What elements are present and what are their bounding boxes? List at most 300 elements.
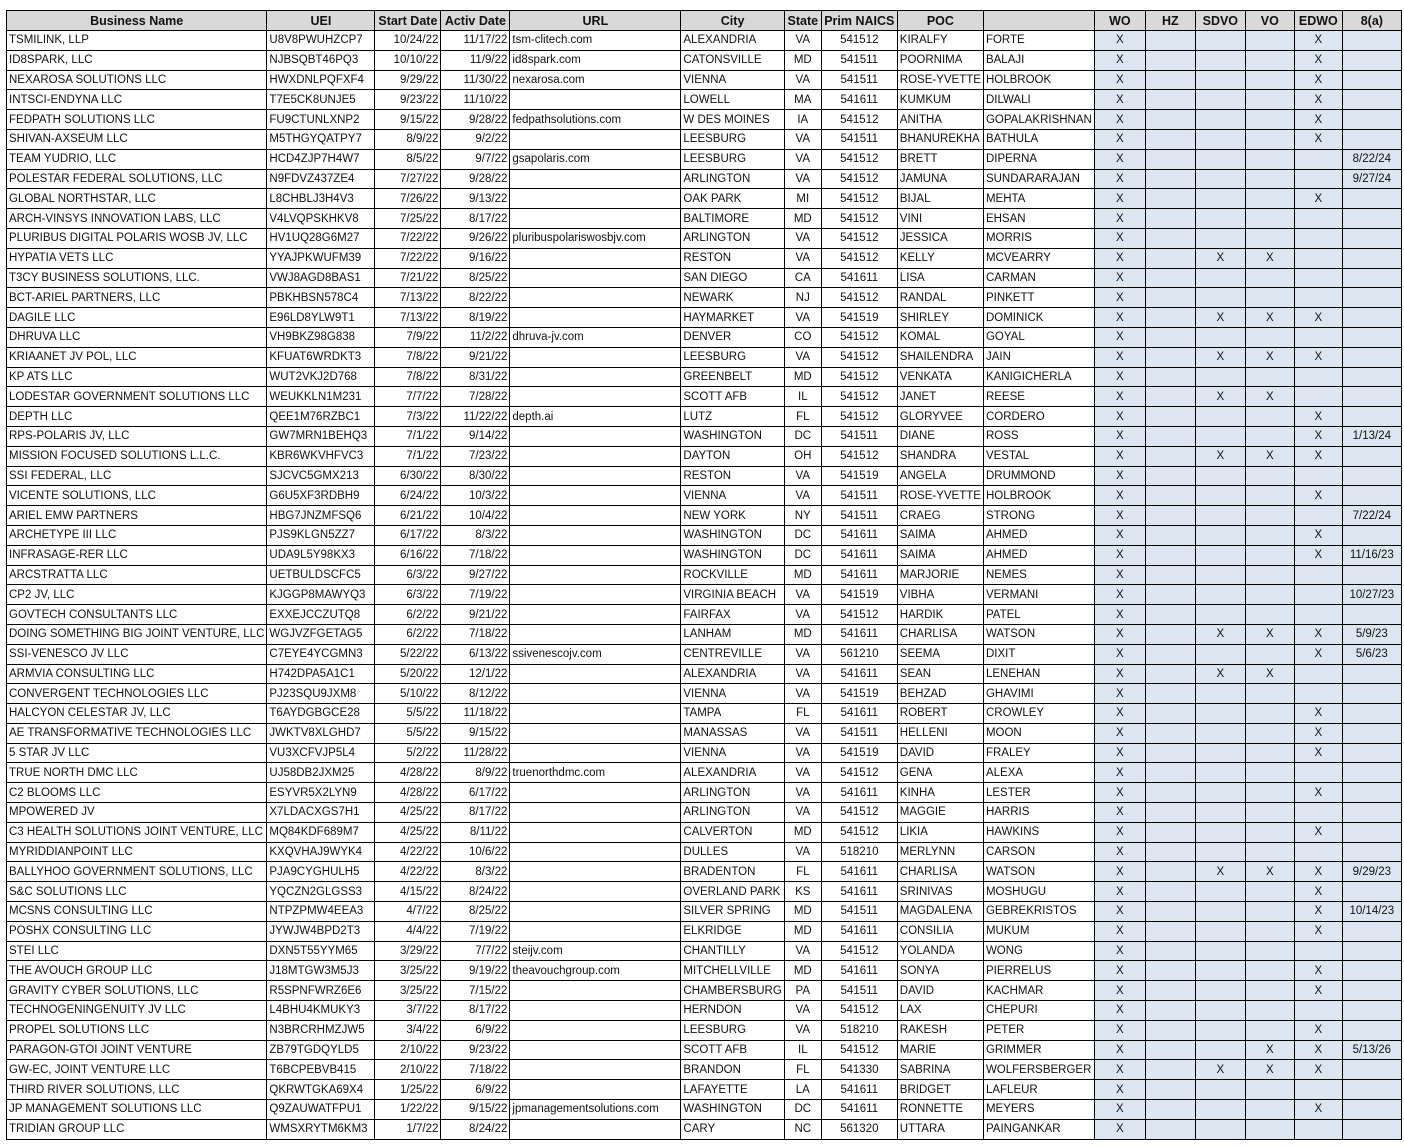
activ-date-cell: 8/9/22 [441, 763, 510, 783]
uei-cell: HV1UQ28G6M27 [267, 228, 375, 248]
table-row [7, 1001, 1402, 1021]
8a-cell [1342, 763, 1401, 783]
table-row [7, 248, 1402, 268]
hz-cell [1145, 407, 1195, 427]
business-name-cell: AE TRANSFORMATIVE TECHNOLOGIES LLC [7, 723, 267, 743]
poc-last-cell: HOLBROOK [983, 70, 1094, 90]
city-cell: VIENNA [681, 486, 784, 506]
sdvo-cell [1195, 783, 1245, 803]
city-cell: LOWELL [681, 90, 784, 110]
table-row [7, 743, 1402, 763]
edwo-cell [1294, 506, 1342, 526]
table-row [7, 605, 1402, 625]
sdvo-cell: X [1195, 248, 1245, 268]
wo-cell: X [1094, 1080, 1145, 1100]
uei-cell: WUT2VKJ2D768 [267, 367, 375, 387]
poc-last-cell: PINKETT [983, 288, 1094, 308]
start-date-cell: 2/10/22 [375, 1040, 441, 1060]
sdvo-cell [1195, 1119, 1245, 1139]
sdvo-cell [1195, 70, 1245, 90]
url-cell: tsm-clitech.com [510, 31, 681, 51]
start-date-cell: 4/7/22 [375, 902, 441, 922]
poc-first-cell: ANGELA [897, 466, 983, 486]
activ-date-cell: 9/27/22 [441, 565, 510, 585]
state-cell: FL [784, 1060, 821, 1080]
vo-cell: X [1245, 446, 1294, 466]
wo-cell: X [1094, 842, 1145, 862]
start-date-cell: 6/3/22 [375, 585, 441, 605]
table-row [7, 268, 1402, 288]
table-row [7, 723, 1402, 743]
poc-first-cell: SAIMA [897, 525, 983, 545]
state-cell: VA [784, 228, 821, 248]
header-col-sdvo: SDVO [1195, 11, 1245, 31]
start-date-cell: 5/2/22 [375, 743, 441, 763]
sdvo-cell: X [1195, 664, 1245, 684]
city-cell: LEESBURG [681, 1020, 784, 1040]
state-cell: KS [784, 882, 821, 902]
state-cell: CA [784, 268, 821, 288]
poc-last-cell: PIERRELUS [983, 961, 1094, 981]
table-row [7, 149, 1402, 169]
url-cell [510, 585, 681, 605]
url-cell [510, 268, 681, 288]
vo-cell [1245, 149, 1294, 169]
poc-last-cell: EHSAN [983, 209, 1094, 229]
hz-cell [1145, 585, 1195, 605]
city-cell: LEESBURG [681, 149, 784, 169]
start-date-cell: 9/29/22 [375, 70, 441, 90]
header-col-state: State [784, 11, 821, 31]
uei-cell: N9FDVZ437ZE4 [267, 169, 375, 189]
uei-cell: EXXEJCCZUTQ8 [267, 605, 375, 625]
poc-last-cell: PAINGANKAR [983, 1119, 1094, 1139]
hz-cell [1145, 466, 1195, 486]
edwo-cell: X [1294, 1060, 1342, 1080]
uei-cell: N3BRCRHMZJW5 [267, 1020, 375, 1040]
edwo-cell: X [1294, 31, 1342, 51]
hz-cell [1145, 169, 1195, 189]
table-row [7, 466, 1402, 486]
poc-last-cell: DILWALI [983, 90, 1094, 110]
header-col-url: URL [510, 11, 681, 31]
url-cell [510, 248, 681, 268]
poc-first-cell: ANITHA [897, 110, 983, 130]
table-row [7, 704, 1402, 724]
city-cell: WASHINGTON [681, 525, 784, 545]
table-body [7, 31, 1402, 1140]
state-cell: MD [784, 822, 821, 842]
sdvo-cell [1195, 1040, 1245, 1060]
naics-cell: 541512 [821, 209, 897, 229]
edwo-cell [1294, 367, 1342, 387]
wo-cell: X [1094, 664, 1145, 684]
poc-last-cell: CORDERO [983, 407, 1094, 427]
activ-date-cell: 11/30/22 [441, 70, 510, 90]
wo-cell: X [1094, 525, 1145, 545]
business-name-cell: PLURIBUS DIGITAL POLARIS WOSB JV, LLC [7, 228, 267, 248]
hz-cell [1145, 189, 1195, 209]
city-cell: BRANDON [681, 1060, 784, 1080]
uei-cell: QEE1M76RZBC1 [267, 407, 375, 427]
table-row [7, 50, 1402, 70]
edwo-cell: X [1294, 110, 1342, 130]
poc-first-cell: BEHZAD [897, 684, 983, 704]
edwo-cell: X [1294, 308, 1342, 328]
vo-cell [1245, 842, 1294, 862]
table-row [7, 624, 1402, 644]
business-name-cell: POLESTAR FEDERAL SOLUTIONS, LLC [7, 169, 267, 189]
sdvo-cell [1195, 822, 1245, 842]
edwo-cell [1294, 327, 1342, 347]
uei-cell: X7LDACXGS7H1 [267, 803, 375, 823]
vo-cell [1245, 545, 1294, 565]
naics-cell: 541611 [821, 90, 897, 110]
poc-first-cell: ROBERT [897, 704, 983, 724]
uei-cell: KXQVHAJ9WYK4 [267, 842, 375, 862]
naics-cell: 541512 [821, 327, 897, 347]
state-cell: DC [784, 426, 821, 446]
uei-cell: PJS9KLGN5ZZ7 [267, 525, 375, 545]
naics-cell: 541512 [821, 803, 897, 823]
wo-cell: X [1094, 169, 1145, 189]
poc-first-cell: CHARLISA [897, 862, 983, 882]
poc-last-cell: WATSON [983, 624, 1094, 644]
uei-cell: PJA9CYGHULH5 [267, 862, 375, 882]
business-name-cell: DHRUVA LLC [7, 327, 267, 347]
naics-cell: 541512 [821, 387, 897, 407]
edwo-cell: X [1294, 189, 1342, 209]
hz-cell [1145, 1040, 1195, 1060]
state-cell: MD [784, 624, 821, 644]
sdvo-cell [1195, 506, 1245, 526]
wo-cell: X [1094, 565, 1145, 585]
naics-cell: 541512 [821, 763, 897, 783]
city-cell: SILVER SPRING [681, 902, 784, 922]
edwo-cell [1294, 842, 1342, 862]
wo-cell: X [1094, 783, 1145, 803]
url-cell [510, 1040, 681, 1060]
city-cell: LUTZ [681, 407, 784, 427]
naics-cell: 518210 [821, 842, 897, 862]
edwo-cell [1294, 228, 1342, 248]
activ-date-cell: 10/4/22 [441, 506, 510, 526]
activ-date-cell: 9/28/22 [441, 110, 510, 130]
naics-cell: 541611 [821, 565, 897, 585]
start-date-cell: 6/2/22 [375, 624, 441, 644]
activ-date-cell: 8/25/22 [441, 902, 510, 922]
poc-last-cell: MCVEARRY [983, 248, 1094, 268]
activ-date-cell: 8/30/22 [441, 466, 510, 486]
poc-last-cell: SUNDARARAJAN [983, 169, 1094, 189]
sdvo-cell: X [1195, 347, 1245, 367]
uei-cell: C7EYE4YCGMN3 [267, 644, 375, 664]
start-date-cell: 8/9/22 [375, 129, 441, 149]
uei-cell: HWXDNLPQFXF4 [267, 70, 375, 90]
activ-date-cell: 11/18/22 [441, 704, 510, 724]
hz-cell [1145, 387, 1195, 407]
wo-cell: X [1094, 50, 1145, 70]
8a-cell [1342, 387, 1401, 407]
activ-date-cell: 8/3/22 [441, 862, 510, 882]
naics-cell: 541512 [821, 1040, 897, 1060]
header-col-start-date: Start Date [375, 11, 441, 31]
url-cell [510, 288, 681, 308]
poc-first-cell: SEEMA [897, 644, 983, 664]
header-col-vo: VO [1245, 11, 1294, 31]
wo-cell: X [1094, 1020, 1145, 1040]
8a-cell [1342, 664, 1401, 684]
naics-cell: 541611 [821, 961, 897, 981]
business-name-cell: POSHX CONSULTING LLC [7, 921, 267, 941]
edwo-cell: X [1294, 882, 1342, 902]
city-cell: VIENNA [681, 743, 784, 763]
activ-date-cell: 11/22/22 [441, 407, 510, 427]
8a-cell [1342, 209, 1401, 229]
city-cell: ALEXANDRIA [681, 763, 784, 783]
sdvo-cell [1195, 129, 1245, 149]
header-col-activ-date: Activ Date [441, 11, 510, 31]
poc-last-cell: CHEPURI [983, 1001, 1094, 1021]
hz-cell [1145, 605, 1195, 625]
8a-cell [1342, 248, 1401, 268]
8a-cell: 10/14/23 [1342, 902, 1401, 922]
sdvo-cell [1195, 941, 1245, 961]
city-cell: MANASSAS [681, 723, 784, 743]
state-cell: NY [784, 506, 821, 526]
edwo-cell [1294, 941, 1342, 961]
sdvo-cell [1195, 585, 1245, 605]
poc-last-cell: HARRIS [983, 803, 1094, 823]
state-cell: VA [784, 803, 821, 823]
hz-cell [1145, 367, 1195, 387]
sdvo-cell [1195, 169, 1245, 189]
edwo-cell [1294, 209, 1342, 229]
vo-cell [1245, 70, 1294, 90]
uei-cell: NJBSQBT46PQ3 [267, 50, 375, 70]
activ-date-cell: 8/25/22 [441, 268, 510, 288]
state-cell: DC [784, 1100, 821, 1120]
city-cell: LAFAYETTE [681, 1080, 784, 1100]
business-name-cell: DAGILE LLC [7, 308, 267, 328]
hz-cell [1145, 842, 1195, 862]
start-date-cell: 7/13/22 [375, 308, 441, 328]
naics-cell: 541611 [821, 783, 897, 803]
url-cell [510, 605, 681, 625]
uei-cell: R5SPNFWRZ6E6 [267, 981, 375, 1001]
header-row [7, 11, 1402, 31]
table-row [7, 169, 1402, 189]
city-cell: W DES MOINES [681, 110, 784, 130]
hz-cell [1145, 347, 1195, 367]
hz-cell [1145, 941, 1195, 961]
vo-cell [1245, 228, 1294, 248]
vo-cell: X [1245, 1040, 1294, 1060]
naics-cell: 541512 [821, 288, 897, 308]
hz-cell [1145, 723, 1195, 743]
start-date-cell: 7/26/22 [375, 189, 441, 209]
hz-cell [1145, 1020, 1195, 1040]
wo-cell: X [1094, 1060, 1145, 1080]
wo-cell: X [1094, 426, 1145, 446]
naics-cell: 541611 [821, 862, 897, 882]
wo-cell: X [1094, 902, 1145, 922]
url-cell [510, 1080, 681, 1100]
naics-cell: 541611 [821, 664, 897, 684]
wo-cell: X [1094, 367, 1145, 387]
city-cell: ARLINGTON [681, 783, 784, 803]
url-cell: depth.ai [510, 407, 681, 427]
edwo-cell [1294, 684, 1342, 704]
start-date-cell: 10/24/22 [375, 31, 441, 51]
url-cell [510, 1119, 681, 1139]
edwo-cell [1294, 1080, 1342, 1100]
state-cell: NJ [784, 288, 821, 308]
poc-first-cell: MERLYNN [897, 842, 983, 862]
activ-date-cell: 7/28/22 [441, 387, 510, 407]
business-name-cell: JP MANAGEMENT SOLUTIONS LLC [7, 1100, 267, 1120]
activ-date-cell: 8/17/22 [441, 1001, 510, 1021]
wo-cell: X [1094, 1001, 1145, 1021]
hz-cell [1145, 506, 1195, 526]
state-cell: IL [784, 387, 821, 407]
activ-date-cell: 8/31/22 [441, 367, 510, 387]
table-row [7, 90, 1402, 110]
business-name-cell: C3 HEALTH SOLUTIONS JOINT VENTURE, LLC [7, 822, 267, 842]
naics-cell: 518210 [821, 1020, 897, 1040]
url-cell [510, 347, 681, 367]
url-cell [510, 426, 681, 446]
city-cell: RESTON [681, 466, 784, 486]
table-row [7, 31, 1402, 51]
edwo-cell: X [1294, 902, 1342, 922]
edwo-cell: X [1294, 822, 1342, 842]
state-cell: VA [784, 941, 821, 961]
url-cell [510, 1001, 681, 1021]
table-row [7, 327, 1402, 347]
uei-cell: M5THGYQATPY7 [267, 129, 375, 149]
edwo-cell: X [1294, 644, 1342, 664]
hz-cell [1145, 783, 1195, 803]
poc-last-cell: VERMANI [983, 585, 1094, 605]
state-cell: VA [784, 1001, 821, 1021]
poc-first-cell: BRIDGET [897, 1080, 983, 1100]
vo-cell [1245, 407, 1294, 427]
wo-cell: X [1094, 545, 1145, 565]
vo-cell [1245, 1100, 1294, 1120]
url-cell [510, 723, 681, 743]
8a-cell [1342, 466, 1401, 486]
sdvo-cell [1195, 466, 1245, 486]
poc-first-cell: JAMUNA [897, 169, 983, 189]
table-row [7, 902, 1402, 922]
naics-cell: 541512 [821, 149, 897, 169]
sdvo-cell [1195, 110, 1245, 130]
uei-cell: SJCVC5GMX213 [267, 466, 375, 486]
hz-cell [1145, 31, 1195, 51]
state-cell: MA [784, 90, 821, 110]
state-cell: VA [784, 347, 821, 367]
start-date-cell: 4/4/22 [375, 921, 441, 941]
poc-first-cell: VIBHA [897, 585, 983, 605]
edwo-cell: X [1294, 624, 1342, 644]
business-name-cell: MPOWERED JV [7, 803, 267, 823]
activ-date-cell: 9/15/22 [441, 1100, 510, 1120]
naics-cell: 541511 [821, 50, 897, 70]
url-cell [510, 506, 681, 526]
header-col-hz: HZ [1145, 11, 1195, 31]
url-cell [510, 902, 681, 922]
8a-cell: 5/9/23 [1342, 624, 1401, 644]
activ-date-cell: 7/7/22 [441, 941, 510, 961]
hz-cell [1145, 664, 1195, 684]
vo-cell: X [1245, 308, 1294, 328]
sdvo-cell [1195, 426, 1245, 446]
edwo-cell [1294, 1119, 1342, 1139]
wo-cell: X [1094, 486, 1145, 506]
poc-first-cell: RAKESH [897, 1020, 983, 1040]
business-name-cell: GOVTECH CONSULTANTS LLC [7, 605, 267, 625]
activ-date-cell: 9/2/22 [441, 129, 510, 149]
8a-cell [1342, 822, 1401, 842]
sdvo-cell [1195, 882, 1245, 902]
8a-cell [1342, 525, 1401, 545]
poc-first-cell: SEAN [897, 664, 983, 684]
table-row [7, 1080, 1402, 1100]
poc-last-cell: KANIGICHERLA [983, 367, 1094, 387]
city-cell: TAMPA [681, 704, 784, 724]
8a-cell: 7/22/24 [1342, 506, 1401, 526]
naics-cell: 541511 [821, 486, 897, 506]
poc-last-cell: DIXIT [983, 644, 1094, 664]
start-date-cell: 6/17/22 [375, 525, 441, 545]
url-cell: gsapolaris.com [510, 149, 681, 169]
table-row [7, 486, 1402, 506]
naics-cell: 541511 [821, 70, 897, 90]
sdvo-cell [1195, 288, 1245, 308]
activ-date-cell: 10/3/22 [441, 486, 510, 506]
vo-cell [1245, 902, 1294, 922]
sdvo-cell [1195, 327, 1245, 347]
edwo-cell: X [1294, 426, 1342, 446]
poc-first-cell: ROSE-YVETTE [897, 70, 983, 90]
table-row [7, 1100, 1402, 1120]
poc-last-cell: PETER [983, 1020, 1094, 1040]
start-date-cell: 7/22/22 [375, 228, 441, 248]
naics-cell: 541330 [821, 1060, 897, 1080]
state-cell: MD [784, 50, 821, 70]
vo-cell [1245, 1119, 1294, 1139]
wo-cell: X [1094, 446, 1145, 466]
city-cell: CHANTILLY [681, 941, 784, 961]
header-col-business-name: Business Name [7, 11, 267, 31]
sdvo-cell [1195, 605, 1245, 625]
url-cell [510, 209, 681, 229]
state-cell: IL [784, 1040, 821, 1060]
url-cell [510, 169, 681, 189]
state-cell: MD [784, 367, 821, 387]
city-cell: ARLINGTON [681, 803, 784, 823]
hz-cell [1145, 565, 1195, 585]
business-name-cell: MYRIDDIANPOINT LLC [7, 842, 267, 862]
activ-date-cell: 11/28/22 [441, 743, 510, 763]
hz-cell [1145, 90, 1195, 110]
wo-cell: X [1094, 624, 1145, 644]
table-row [7, 763, 1402, 783]
sdvo-cell: X [1195, 624, 1245, 644]
edwo-cell: X [1294, 862, 1342, 882]
start-date-cell: 10/10/22 [375, 50, 441, 70]
